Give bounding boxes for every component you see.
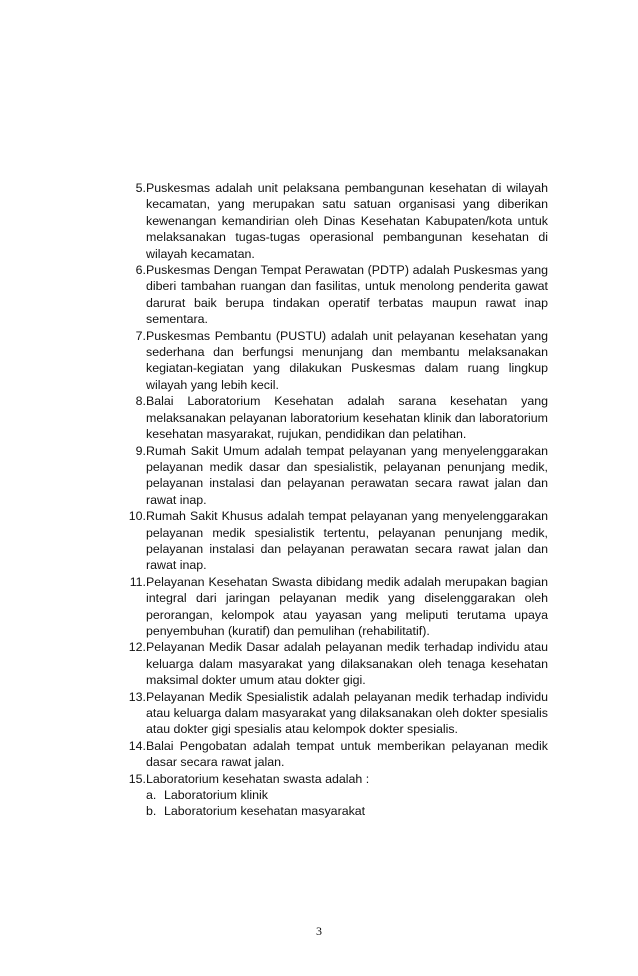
list-item-9 (118, 443, 548, 509)
sub-list-item-b (146, 803, 548, 819)
list-item-intro: Laboratorium kesehatan swasta adalah : (146, 771, 370, 786)
list-item-13 (118, 689, 548, 738)
list-item-7 (118, 328, 548, 394)
list-item-number: 11. (129, 574, 146, 589)
list-item-number: 9. (135, 443, 146, 458)
list-item-6 (118, 262, 548, 328)
sub-list-text: Laboratorium klinik (164, 788, 268, 803)
list-item-number: 7. (135, 328, 146, 343)
list-item-text (146, 771, 548, 820)
list-item-15 (118, 771, 548, 820)
list-item-number: 10. (128, 509, 146, 524)
list-item-number: 5. (135, 181, 146, 195)
sub-list-letter: a. (146, 788, 157, 803)
list-item-text: Rumah Sakit Khusus adalah tempat pelayanan yang menyelenggarakan pelayanan medik spesialistik tertentu, pelayanan penunjang medik, pelayanan instalasi dan pelayanan perawatan secara rawat jalan dan rawat inap. (146, 509, 548, 573)
list-item-text: Puskesmas Pembantu (PUSTU) adalah unit pelayanan kesehatan yang sederhana dan berfungsi menunjang dan membantu melaksanakan kegiatan-kegiatan yang dilakukan Puskesmas dalam ruang lingkup wilayah yang lebih kecil. (146, 328, 548, 392)
list-item-14 (118, 738, 548, 771)
list-item-text: Pelayanan Medik Dasar adalah pelayanan medik terhadap individu atau keluarga dalam masyarakat yang dilaksanakan oleh tenaga kesehatan maksimal dokter umum atau dokter gigi. (146, 640, 548, 688)
sub-list-letter: b. (146, 804, 157, 819)
list-item-12 (118, 639, 548, 688)
sub-list-item-a (146, 787, 548, 803)
list-item-text: Balai Pengobatan adalah tempat untuk memberikan pelayanan medik dasar secara rawat jalan. (146, 738, 548, 770)
definition-list (118, 180, 548, 820)
list-item-5 (118, 180, 548, 262)
list-item-text: Rumah Sakit Umum adalah tempat pelayanan yang menyelenggarakan pelayanan medik dasar dan spesialistik, pelayanan penunjang medik, pelayanan instalasi dan pelayanan perawatan secara rawat jalan dan rawat inap. (146, 443, 548, 507)
list-item-11 (118, 574, 548, 640)
list-item-text: Pelayanan Kesehatan Swasta dibidang medik adalah merupakan bagian integral dari jaringan pelayanan medik yang diselenggarakan oleh perorangan, kelompok atau yayasan yang meliputi terutama upaya penyembuhan (kuratif) dan pemulihan (rehabilitatif). (146, 574, 548, 638)
list-item-8 (118, 393, 548, 442)
list-item-10 (118, 508, 548, 574)
list-item-text: Puskesmas Dengan Tempat Perawatan (PDTP) adalah Puskesmas yang diberi tambahan ruangan dan fasilitas, untuk menolong penderita gawat darurat baik berupa tindakan operatif terbatas maupun rawat inap sementara. (146, 263, 548, 327)
list-item-number: 15. (128, 771, 146, 786)
list-item-text: Puskesmas adalah unit pelaksana pembangunan kesehatan di wilayah kecamatan, yang merupakan satu satuan organisasi yang diberikan kewenangan kemandirian oleh Dinas Kesehatan Kabupaten/kota untuk melaksanakan tugas-tugas operasional pembangunan kesehatan di wilayah kecamatan. (146, 181, 548, 261)
list-item-number: 12. (128, 640, 146, 655)
sub-list-text: Laboratorium kesehatan masyarakat (164, 804, 366, 819)
list-item-number: 6. (135, 263, 146, 278)
list-item-number: 8. (135, 394, 146, 409)
list-item-text: Pelayanan Medik Spesialistik adalah pelayanan medik terhadap individu atau keluarga dalam masyarakat yang dilaksanakan oleh dokter spesialis atau dokter gigi spesialis atau kelompok dokter spesialis. (146, 689, 548, 737)
list-item-number: 13. (128, 689, 146, 704)
list-item-text: Balai Laboratorium Kesehatan adalah sarana kesehatan yang melaksanakan pelayanan laboratorium kesehatan klinik dan laboratorium kesehatan masyarakat, rujukan, pendidikan dan pelatihan. (146, 394, 548, 442)
sub-list (146, 787, 548, 820)
list-item-number: 14. (128, 738, 146, 753)
page-number: 3 (316, 924, 322, 938)
